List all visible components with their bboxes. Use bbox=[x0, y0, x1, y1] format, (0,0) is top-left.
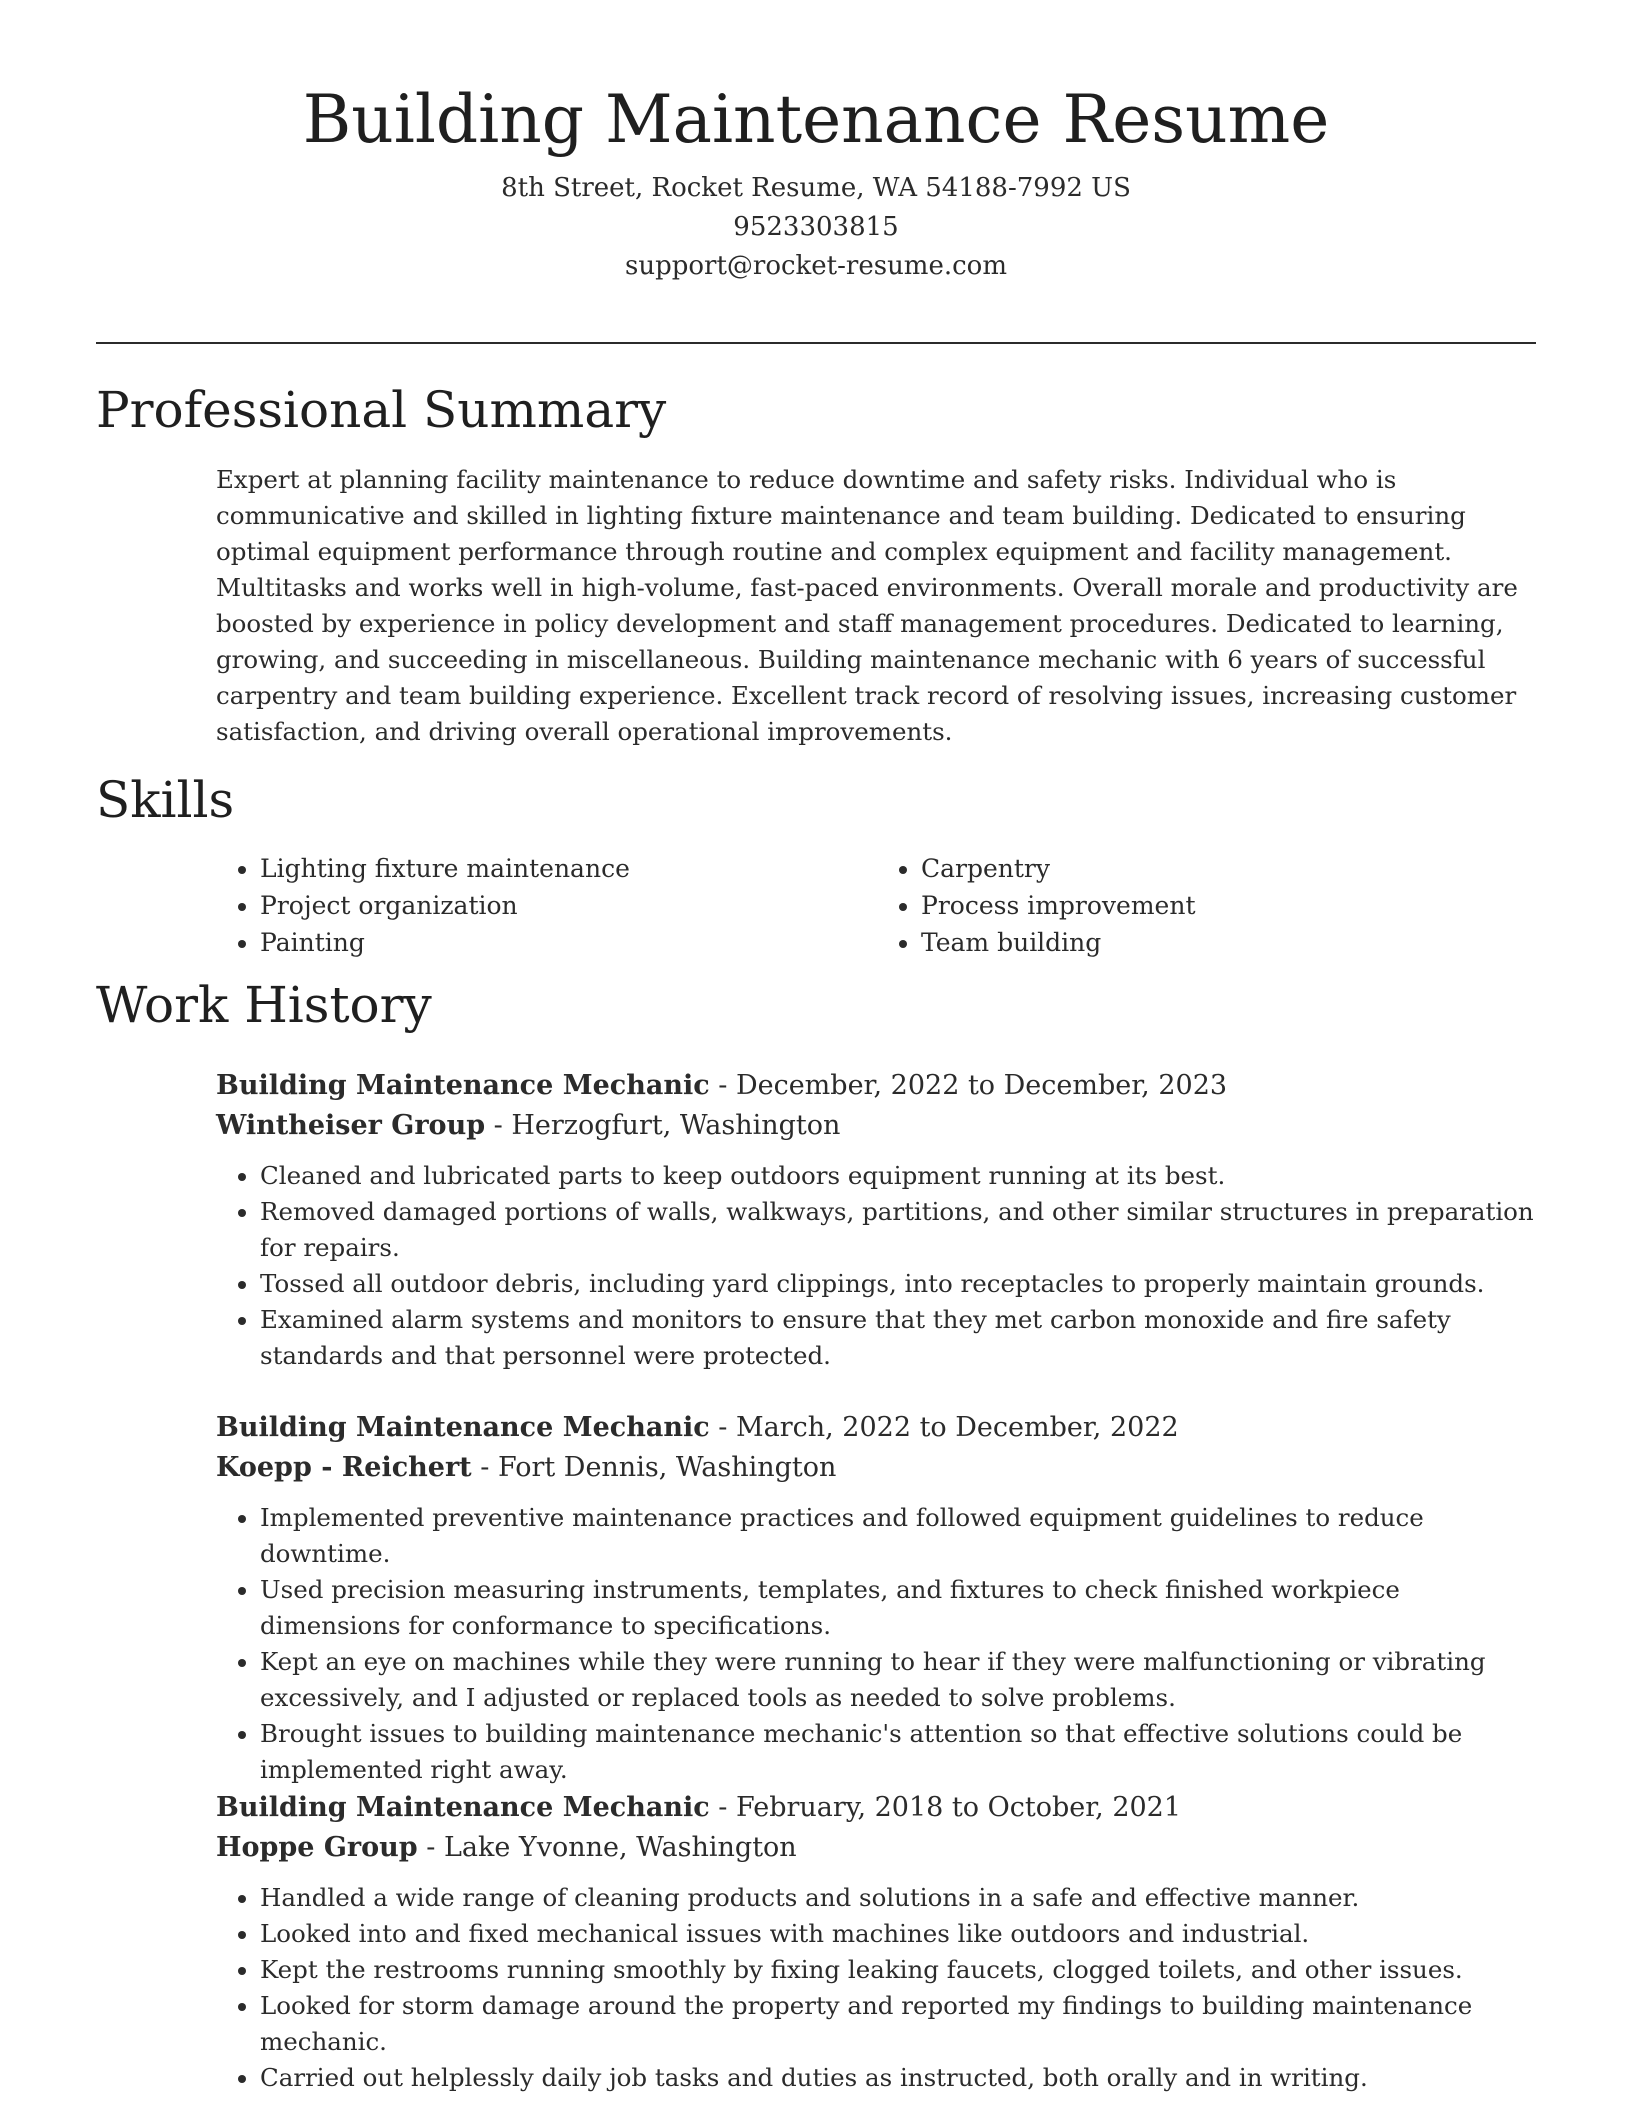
job-title: Building Maintenance Mechanic bbox=[216, 1792, 710, 1823]
skill-item: • Team building bbox=[921, 924, 1538, 961]
job-entry bbox=[216, 1408, 1538, 1788]
email-address: support@rocket-resume.com bbox=[624, 251, 1007, 282]
skill-item: • Painting bbox=[260, 924, 877, 961]
company-name: Hoppe Group bbox=[216, 1832, 418, 1863]
duty-item: • Cleaned and lubricated parts to keep outdoors equipment running at its best. bbox=[260, 1158, 1538, 1194]
duty-item: • Kept an eye on machines while they were running to hear if they were malfunctioning or vibrating excessively, and I adjusted or replaced tools as needed to solve problems. bbox=[260, 1644, 1538, 1716]
job-dates: - February, 2018 to October, 2021 bbox=[709, 1792, 1182, 1823]
job-location: - Lake Yvonne, Washington bbox=[417, 1832, 797, 1863]
job-title-line bbox=[216, 1408, 1538, 1448]
job-company-line bbox=[216, 1448, 1538, 1488]
job-duties bbox=[216, 1500, 1538, 1788]
company-name: Koepp - Reichert bbox=[216, 1452, 472, 1483]
skills-column-right bbox=[877, 850, 1538, 961]
skill-item: • Lighting fixture maintenance bbox=[260, 850, 877, 887]
duty-item: • Examined alarm systems and monitors to ensure that they met carbon monoxide and fire safety standards and that personnel were protected. bbox=[260, 1302, 1538, 1374]
section-title-skills: Skills bbox=[96, 771, 235, 829]
company-name: Wintheiser Group bbox=[216, 1110, 486, 1141]
phone-number: 9523303815 bbox=[733, 212, 899, 243]
skills-list bbox=[216, 850, 1538, 961]
skill-item: • Project organization bbox=[260, 887, 877, 924]
skills-column-left bbox=[216, 850, 877, 961]
header-divider bbox=[96, 342, 1536, 344]
skill-item: • Carpentry bbox=[921, 850, 1538, 887]
job-title-line bbox=[216, 1066, 1538, 1106]
duty-item: • Tossed all outdoor debris, including yard clippings, into receptacles to properly maintain grounds. bbox=[260, 1266, 1538, 1302]
job-title: Building Maintenance Mechanic bbox=[216, 1412, 710, 1443]
job-entry bbox=[216, 1788, 1538, 2096]
job-dates: - March, 2022 to December, 2022 bbox=[709, 1412, 1179, 1443]
section-title-summary: Professional Summary bbox=[96, 381, 667, 439]
duty-item: • Used precision measuring instruments, templates, and fixtures to check finished workpiece dimensions for conformance to specifications. bbox=[260, 1572, 1538, 1644]
duty-item: • Removed damaged portions of walls, walkways, partitions, and other similar structures in preparation for repairs. bbox=[260, 1194, 1538, 1266]
skill-item: • Process improvement bbox=[921, 887, 1538, 924]
resume-title: Building Maintenance Resume bbox=[302, 81, 1330, 158]
job-duties bbox=[216, 1158, 1538, 1374]
resume-header bbox=[0, 0, 1632, 286]
job-company-line bbox=[216, 1106, 1538, 1146]
contact-info bbox=[0, 169, 1632, 286]
job-title-line bbox=[216, 1788, 1538, 1828]
address: 8th Street, Rocket Resume, WA 54188-7992 US bbox=[501, 173, 1131, 204]
duty-item: • Carried out helplessly daily job tasks and duties as instructed, both orally and in writing. bbox=[260, 2060, 1538, 2096]
job-duties bbox=[216, 1880, 1538, 2096]
duty-item: • Handled a wide range of cleaning products and solutions in a safe and effective manner. bbox=[260, 1880, 1538, 1916]
job-entry bbox=[216, 1066, 1538, 1374]
duty-item: • Looked into and fixed mechanical issues with machines like outdoors and industrial. bbox=[260, 1916, 1538, 1952]
summary-text: Expert at planning facility maintenance to reduce downtime and safety risks. Individual who is communicative and skilled in lighting fixture maintenance and team building. Dedicated to ensuring optimal equipment performance through routine and complex equipment and facility management. Multitasks and works well in high-volume, fast-paced environments. Overall morale and productivity are boosted by experience in policy development and staff management procedures. Dedicated to learning, growing, and succeeding in miscellaneous. Building maintenance mechanic with 6 years of successful carpentry and team building experience. Excellent track record of resolving issues, increasing customer satisfaction, and driving overall operational improvements. bbox=[216, 465, 1518, 746]
job-location: - Fort Dennis, Washington bbox=[471, 1452, 837, 1483]
duty-item: • Brought issues to building maintenance mechanic's attention so that effective solutions could be implemented right away. bbox=[260, 1716, 1538, 1788]
duty-item: • Implemented preventive maintenance practices and followed equipment guidelines to reduce downtime. bbox=[260, 1500, 1538, 1572]
duty-item: • Kept the restrooms running smoothly by fixing leaking faucets, clogged toilets, and other issues. bbox=[260, 1952, 1538, 1988]
job-location: - Herzogfurt, Washington bbox=[485, 1110, 841, 1141]
section-title-work-history: Work History bbox=[96, 976, 432, 1034]
job-title: Building Maintenance Mechanic bbox=[216, 1070, 710, 1101]
duty-item: • Looked for storm damage around the property and reported my findings to building maintenance mechanic. bbox=[260, 1988, 1538, 2060]
job-dates: - December, 2022 to December, 2023 bbox=[709, 1070, 1228, 1101]
job-company-line bbox=[216, 1828, 1538, 1868]
